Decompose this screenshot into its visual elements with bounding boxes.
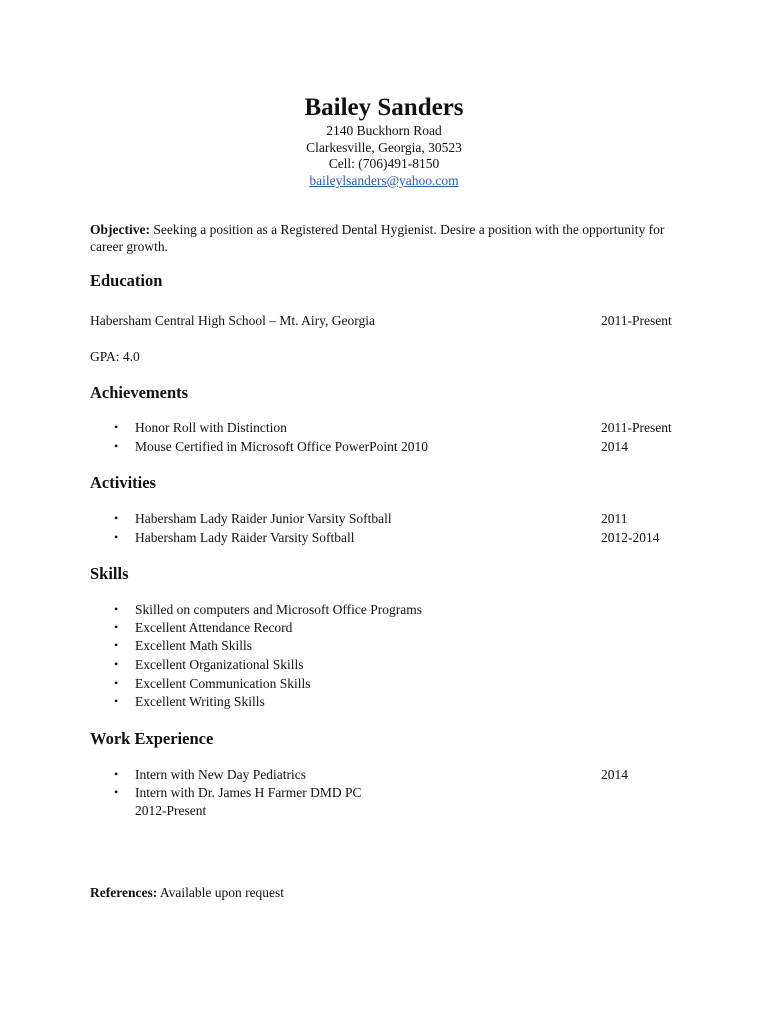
education-heading: Education	[90, 271, 163, 290]
education-school: Habersham Central High School – Mt. Airy, Georgia	[90, 313, 375, 328]
references-label: References:	[90, 885, 158, 900]
bullet: •	[114, 785, 119, 799]
achievement-date: 2014	[601, 439, 628, 454]
objective-paragraph	[90, 221, 670, 255]
activity-date: 2012-2014	[601, 530, 660, 545]
achievement-date: 2011-Present	[601, 420, 672, 435]
bullet: •	[114, 511, 119, 525]
phone-line: Cell: (706)491-8150	[328, 156, 440, 171]
work-experience-heading: Work Experience	[90, 729, 214, 748]
skills-heading: Skills	[90, 564, 129, 583]
bullet: •	[114, 420, 119, 434]
achievements-heading: Achievements	[90, 383, 189, 402]
skill-item: Excellent Communication Skills	[135, 676, 311, 691]
skill-item: Skilled on computers and Microsoft Office Programs	[135, 602, 422, 617]
email-line	[0, 173, 768, 189]
bullet: •	[114, 602, 119, 616]
education-dates: 2011-Present	[601, 313, 672, 328]
skill-item: Excellent Organizational Skills	[135, 657, 304, 672]
bullet: •	[114, 530, 119, 544]
activity-item: Habersham Lady Raider Junior Varsity Softball	[135, 511, 392, 526]
work-date: 2012-Present	[135, 803, 207, 818]
skill-item: Excellent Writing Skills	[135, 694, 265, 709]
address-line-2: Clarkesville, Georgia, 30523	[306, 140, 462, 155]
activity-item: Habersham Lady Raider Varsity Softball	[135, 530, 355, 545]
email-link[interactable]: baileylsanders@yahoo.com	[309, 173, 459, 188]
references-text: Available upon request	[157, 885, 285, 900]
bullet: •	[114, 620, 119, 634]
work-item: Intern with New Day Pediatrics	[135, 767, 306, 782]
work-date: 2014	[601, 767, 628, 782]
achievement-item: Mouse Certified in Microsoft Office PowerPoint 2010	[135, 439, 428, 454]
skill-item: Excellent Math Skills	[135, 638, 252, 653]
bullet: •	[114, 638, 119, 652]
skill-item: Excellent Attendance Record	[135, 620, 293, 635]
achievement-item: Honor Roll with Distinction	[135, 420, 287, 435]
references-line	[90, 884, 284, 901]
bullet: •	[114, 767, 119, 781]
activity-date: 2011	[601, 511, 628, 526]
objective-text: Seeking a position as a Registered Dental Hygienist. Desire a position with the opportunity for career growth.	[90, 222, 665, 254]
work-item: Intern with Dr. James H Farmer DMD PC	[135, 785, 362, 800]
address-line-1: 2140 Buckhorn Road	[326, 123, 442, 138]
activities-heading: Activities	[90, 473, 156, 492]
resume-name: Bailey Sanders	[304, 94, 464, 121]
objective-label: Objective:	[90, 222, 150, 237]
bullet: •	[114, 657, 119, 671]
education-gpa: GPA: 4.0	[90, 349, 140, 364]
bullet: •	[114, 694, 119, 708]
bullet: •	[114, 439, 119, 453]
bullet: •	[114, 676, 119, 690]
